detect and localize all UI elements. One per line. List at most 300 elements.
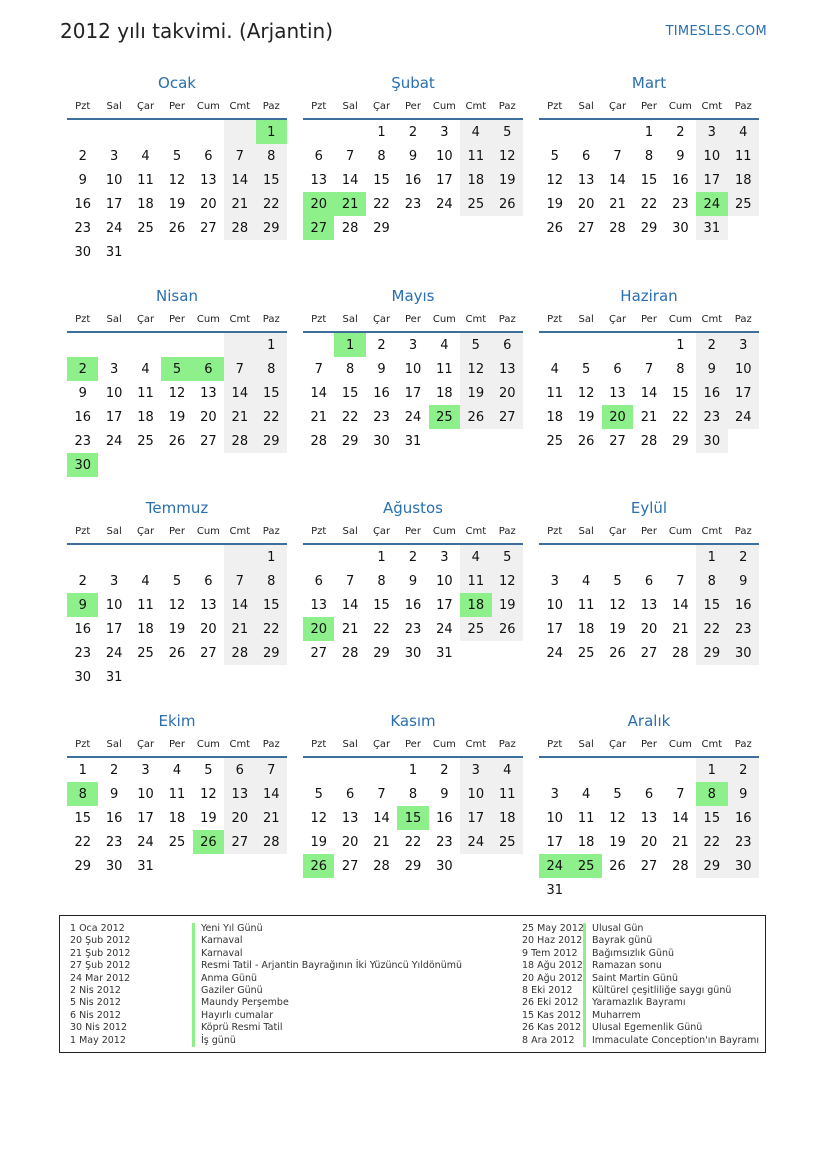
day-cell: 22	[696, 830, 727, 854]
empty-day-cell	[161, 665, 192, 689]
day-cell: 3	[440, 124, 449, 140]
day-cell: 10	[105, 597, 123, 613]
day-cell: 3	[109, 573, 119, 589]
weekday-label: Paz	[262, 100, 280, 112]
weekday-label: Pzt	[547, 313, 563, 325]
weekday-header	[539, 519, 759, 545]
day-cell: 24	[137, 834, 154, 850]
empty-day-cell	[224, 545, 255, 569]
day-cell: 18	[137, 621, 154, 637]
day-cell: 14	[224, 593, 255, 617]
weekday-header	[303, 519, 523, 545]
day-cell: 8	[696, 569, 727, 593]
day-cell: 18	[492, 806, 523, 830]
weekday-label: Pzt	[75, 738, 91, 750]
empty-day-cell	[98, 333, 129, 357]
day-cell: 16	[404, 597, 422, 613]
day-cell: 28	[373, 858, 390, 874]
day-cell: 2	[408, 124, 418, 140]
day-cell: 11	[436, 361, 453, 377]
day-cell: 5	[550, 148, 559, 164]
day-cell: 4	[460, 120, 491, 144]
day-cell: 17	[546, 621, 563, 637]
day-cell: 12	[168, 597, 186, 613]
empty-day-cell	[67, 120, 98, 144]
day-cell: 13	[200, 385, 217, 401]
day-cell: 28	[224, 216, 255, 240]
day-cell: 21	[341, 621, 359, 637]
day-cell: 23	[404, 621, 422, 637]
weekday-header	[67, 732, 287, 758]
day-cell: 21	[373, 834, 390, 850]
empty-day-cell	[539, 120, 570, 144]
day-cell: 22	[672, 409, 689, 425]
day-cell: 17	[546, 834, 563, 850]
day-cell: 18	[168, 810, 186, 826]
day-cell: 27	[577, 220, 595, 236]
holiday-date: 9 Tem 2012	[522, 947, 578, 959]
day-cell: 19	[460, 381, 491, 405]
day-cell: 18	[728, 168, 759, 192]
weekday-label: Paz	[262, 525, 280, 537]
day-cell: 20	[577, 196, 595, 212]
holiday-name: Muharrem	[583, 1010, 641, 1022]
empty-day-cell	[728, 216, 759, 240]
empty-day-cell	[602, 758, 633, 782]
empty-day-cell	[193, 545, 224, 569]
weekday-label: Paz	[262, 313, 280, 325]
day-cell: 12	[460, 357, 491, 381]
site-logo[interactable]: TIMESLES.COM	[665, 24, 767, 39]
day-cell: 31	[105, 669, 123, 685]
day-cell: 21	[310, 409, 327, 425]
holiday-row	[70, 935, 462, 947]
empty-day-cell	[539, 758, 570, 782]
month-calendar	[67, 497, 287, 689]
weekday-label: Cum	[196, 100, 220, 112]
day-cell: 31	[546, 882, 563, 898]
day-cell: 26	[492, 192, 523, 216]
holiday-row	[522, 935, 759, 947]
weekday-label: Paz	[734, 738, 752, 750]
day-cell: 30	[404, 645, 422, 661]
day-cell: 20	[640, 834, 658, 850]
day-cell: 11	[137, 385, 154, 401]
day-cell: 13	[224, 782, 255, 806]
empty-day-cell	[570, 333, 601, 357]
empty-day-cell	[539, 333, 570, 357]
day-cell: 26	[546, 220, 563, 236]
day-cell: 7	[224, 144, 255, 168]
weekday-label: Cmt	[229, 100, 251, 112]
month-calendar	[303, 72, 523, 240]
empty-day-cell	[224, 453, 255, 477]
weekday-label: Per	[405, 738, 421, 750]
day-cell: 12	[492, 569, 523, 593]
day-cell: 4	[141, 361, 150, 377]
weekday-label: Çar	[372, 525, 391, 537]
empty-day-cell	[570, 120, 601, 144]
weekday-label: Cum	[432, 738, 456, 750]
holiday-name: Immaculate Conception'ın Bayramı	[583, 1035, 759, 1047]
weekday-label: Per	[169, 525, 185, 537]
holiday-list-right	[522, 923, 759, 1047]
day-cell: 25	[577, 645, 595, 661]
weekday-label: Pzt	[311, 100, 327, 112]
day-cell: 28	[224, 429, 255, 453]
day-cell: 13	[310, 597, 327, 613]
day-cell: 23	[436, 834, 453, 850]
day-cell: 1	[644, 124, 654, 140]
day-cell: 5	[613, 786, 622, 802]
weekday-label: Cmt	[229, 313, 251, 325]
day-cell: 10	[460, 782, 491, 806]
weekday-label: Paz	[498, 313, 516, 325]
weekday-label: Cmt	[465, 313, 487, 325]
day-cell: 15	[373, 172, 390, 188]
empty-day-cell	[130, 545, 161, 569]
day-cell: 23	[74, 433, 91, 449]
day-cell: 8	[256, 569, 287, 593]
day-cell: 17	[404, 385, 422, 401]
month-name: Eylül	[630, 499, 668, 517]
day-cell: 1	[377, 124, 386, 140]
day-cell: 22	[640, 196, 658, 212]
day-cell: 21	[672, 834, 689, 850]
weekday-header	[67, 94, 287, 120]
day-cell: 20	[200, 409, 217, 425]
day-cell: 15	[696, 806, 727, 830]
day-cell: 24	[105, 220, 123, 236]
day-cell: 31	[436, 645, 453, 661]
day-cell: 13	[200, 172, 217, 188]
day-cell: 18	[460, 168, 491, 192]
holiday-date: 20 Ağu 2012	[522, 972, 583, 984]
holiday-name: Kültürel çeşitliliğe saygı günü	[583, 985, 731, 997]
day-cell: 23	[672, 196, 689, 212]
empty-day-cell	[224, 120, 255, 144]
month-calendar	[67, 72, 287, 264]
weekday-label: Cum	[668, 313, 692, 325]
day-cell: 19	[492, 168, 523, 192]
weekday-label: Cmt	[229, 738, 251, 750]
holiday-row	[70, 948, 462, 960]
weekday-label: Paz	[734, 313, 752, 325]
day-cell: 2	[67, 357, 98, 381]
empty-day-cell	[602, 545, 633, 569]
day-grid	[539, 120, 759, 240]
weekday-label: Pzt	[75, 525, 91, 537]
empty-day-cell	[492, 429, 523, 453]
weekday-label: Cum	[668, 738, 692, 750]
day-cell: 28	[640, 433, 658, 449]
day-cell: 29	[696, 854, 727, 878]
day-cell: 13	[577, 172, 595, 188]
day-cell: 12	[200, 786, 217, 802]
day-cell: 17	[728, 381, 759, 405]
day-cell: 3	[696, 120, 727, 144]
day-cell: 9	[67, 593, 98, 617]
weekday-label: Cmt	[701, 525, 723, 537]
day-cell: 26	[168, 645, 186, 661]
empty-day-cell	[334, 758, 365, 782]
day-cell: 1	[256, 545, 287, 569]
holiday-name: Anma Günü	[192, 973, 257, 985]
day-cell: 19	[492, 593, 523, 617]
empty-day-cell	[193, 453, 224, 477]
day-cell: 28	[310, 433, 327, 449]
day-cell: 7	[644, 361, 654, 377]
day-cell: 25	[546, 433, 563, 449]
day-cell: 5	[460, 333, 491, 357]
weekday-label: Çar	[608, 525, 627, 537]
day-cell: 11	[460, 569, 491, 593]
empty-day-cell	[303, 333, 334, 357]
holiday-date: 6 Nis 2012	[70, 1009, 121, 1021]
empty-day-cell	[161, 120, 192, 144]
day-cell: 6	[644, 786, 654, 802]
day-cell: 28	[341, 220, 359, 236]
day-cell: 7	[314, 361, 323, 377]
day-cell: 19	[609, 621, 626, 637]
day-grid	[303, 120, 523, 240]
empty-day-cell	[130, 120, 161, 144]
day-cell: 8	[377, 573, 386, 589]
day-cell: 19	[200, 810, 217, 826]
day-cell: 22	[404, 834, 422, 850]
day-grid	[67, 758, 287, 878]
weekday-label: Çar	[372, 100, 391, 112]
day-cell: 18	[436, 385, 453, 401]
day-cell: 18	[577, 834, 595, 850]
day-cell: 14	[672, 597, 689, 613]
month-name: Ağustos	[383, 499, 443, 517]
day-cell: 26	[609, 645, 626, 661]
weekday-header	[539, 307, 759, 333]
day-cell: 7	[676, 573, 685, 589]
holiday-date: 5 Nis 2012	[70, 997, 121, 1009]
month-name: Ocak	[158, 74, 196, 92]
day-cell: 17	[436, 597, 453, 613]
day-cell: 2	[440, 762, 449, 778]
weekday-header	[303, 307, 523, 333]
weekday-label: Pzt	[547, 738, 563, 750]
holiday-date: 8 Eki 2012	[522, 984, 573, 996]
day-cell: 9	[728, 782, 759, 806]
empty-day-cell	[256, 665, 287, 689]
day-cell: 4	[492, 758, 523, 782]
day-cell: 5	[314, 786, 323, 802]
month-calendar	[303, 285, 523, 453]
weekday-label: Paz	[498, 525, 516, 537]
day-cell: 26	[492, 617, 523, 641]
day-cell: 22	[256, 405, 287, 429]
empty-day-cell	[224, 665, 255, 689]
weekday-label: Paz	[734, 525, 752, 537]
day-cell: 24	[728, 405, 759, 429]
weekday-label: Pzt	[547, 525, 563, 537]
day-cell: 29	[373, 220, 390, 236]
day-cell: 9	[78, 385, 87, 401]
weekday-label: Sal	[578, 738, 594, 750]
day-cell: 16	[696, 381, 727, 405]
day-cell: 10	[105, 385, 123, 401]
day-cell: 1	[334, 333, 365, 357]
day-grid	[303, 545, 523, 665]
day-cell: 4	[141, 148, 150, 164]
day-cell: 19	[168, 196, 186, 212]
day-cell: 25	[137, 433, 154, 449]
day-cell: 18	[546, 409, 563, 425]
day-cell: 18	[137, 409, 154, 425]
day-cell: 1	[256, 333, 287, 357]
day-cell: 20	[224, 806, 255, 830]
weekday-label: Cum	[196, 738, 220, 750]
empty-day-cell	[130, 453, 161, 477]
empty-day-cell	[193, 120, 224, 144]
month-calendar	[303, 710, 523, 878]
empty-day-cell	[665, 878, 696, 902]
empty-day-cell	[303, 758, 334, 782]
weekday-label: Paz	[734, 100, 752, 112]
month-name: Mart	[631, 74, 667, 92]
day-cell: 10	[546, 810, 563, 826]
day-cell: 14	[640, 385, 658, 401]
day-cell: 2	[109, 762, 119, 778]
day-cell: 13	[341, 810, 359, 826]
holiday-name: Köprü Resmi Tatil	[192, 1022, 282, 1034]
day-cell: 29	[373, 645, 390, 661]
day-cell: 15	[672, 385, 689, 401]
day-cell: 15	[74, 810, 91, 826]
day-cell: 28	[672, 645, 689, 661]
day-cell: 14	[256, 782, 287, 806]
weekday-label: Pzt	[75, 313, 91, 325]
day-cell: 26	[303, 854, 334, 878]
month-name: Şubat	[391, 74, 435, 92]
day-cell: 30	[436, 858, 453, 874]
weekday-label: Sal	[342, 100, 358, 112]
weekday-header	[303, 94, 523, 120]
weekday-header	[539, 94, 759, 120]
holiday-name: Hayırlı cumalar	[192, 1010, 273, 1022]
day-cell: 20	[200, 621, 217, 637]
holiday-name: Yeni Yıl Günü	[192, 923, 263, 935]
day-cell: 21	[640, 409, 658, 425]
weekday-label: Cum	[668, 525, 692, 537]
day-cell: 22	[256, 617, 287, 641]
day-cell: 23	[74, 220, 91, 236]
month-calendar	[539, 497, 759, 665]
holiday-date: 2 Nis 2012	[70, 984, 121, 996]
day-cell: 12	[577, 385, 595, 401]
day-cell: 17	[460, 806, 491, 830]
empty-day-cell	[161, 333, 192, 357]
day-cell: 25	[728, 192, 759, 216]
empty-day-cell	[633, 333, 664, 357]
empty-day-cell	[193, 240, 224, 264]
holiday-name: Bağımsızlık Günü	[583, 948, 674, 960]
weekday-label: Cmt	[701, 738, 723, 750]
day-cell: 6	[314, 573, 323, 589]
day-cell: 21	[334, 192, 365, 216]
day-cell: 29	[74, 858, 91, 874]
day-cell: 15	[397, 806, 428, 830]
empty-day-cell	[193, 333, 224, 357]
weekday-label: Çar	[372, 738, 391, 750]
empty-day-cell	[193, 854, 224, 878]
weekday-header	[67, 307, 287, 333]
day-cell: 30	[373, 433, 390, 449]
empty-day-cell	[130, 240, 161, 264]
day-cell: 13	[200, 597, 217, 613]
day-grid	[67, 545, 287, 689]
holiday-row	[522, 973, 759, 985]
day-cell: 8	[644, 148, 654, 164]
day-cell: 2	[78, 573, 87, 589]
day-cell: 20	[640, 621, 658, 637]
holiday-row	[522, 985, 759, 997]
empty-day-cell	[224, 333, 255, 357]
day-cell: 23	[404, 196, 422, 212]
day-cell: 3	[109, 361, 119, 377]
day-cell: 30	[696, 429, 727, 453]
weekday-label: Cum	[432, 313, 456, 325]
day-cell: 21	[224, 405, 255, 429]
weekday-label: Per	[405, 525, 421, 537]
day-cell: 19	[168, 409, 186, 425]
empty-day-cell	[602, 333, 633, 357]
empty-day-cell	[429, 216, 460, 240]
day-cell: 3	[460, 758, 491, 782]
weekday-label: Sal	[106, 738, 122, 750]
holiday-row	[70, 1022, 462, 1034]
day-cell: 10	[137, 786, 154, 802]
day-cell: 5	[492, 120, 523, 144]
day-cell: 23	[728, 830, 759, 854]
empty-day-cell	[728, 429, 759, 453]
day-cell: 2	[728, 545, 759, 569]
page-title: 2012 yılı takvimi. (Arjantin)	[60, 19, 334, 43]
weekday-label: Per	[169, 313, 185, 325]
day-cell: 23	[373, 409, 390, 425]
day-cell: 16	[74, 621, 91, 637]
weekday-label: Pzt	[75, 100, 91, 112]
day-cell: 17	[105, 196, 123, 212]
month-name: Ekim	[158, 712, 196, 730]
day-cell: 20	[200, 196, 217, 212]
day-cell: 21	[224, 192, 255, 216]
day-cell: 28	[224, 641, 255, 665]
day-cell: 15	[256, 593, 287, 617]
holiday-list	[59, 915, 766, 1053]
day-cell: 28	[672, 858, 689, 874]
day-cell: 26	[193, 830, 224, 854]
holiday-row	[70, 923, 462, 935]
day-cell: 15	[640, 172, 658, 188]
holiday-row	[522, 1022, 759, 1034]
holiday-date: 21 Şub 2012	[70, 947, 131, 959]
weekday-label: Sal	[342, 738, 358, 750]
weekday-label: Çar	[372, 313, 391, 325]
day-cell: 8	[377, 148, 386, 164]
day-cell: 14	[341, 597, 359, 613]
weekday-label: Sal	[578, 313, 594, 325]
empty-day-cell	[161, 453, 192, 477]
day-cell: 5	[204, 762, 213, 778]
day-cell: 25	[570, 854, 601, 878]
day-cell: 15	[373, 597, 390, 613]
